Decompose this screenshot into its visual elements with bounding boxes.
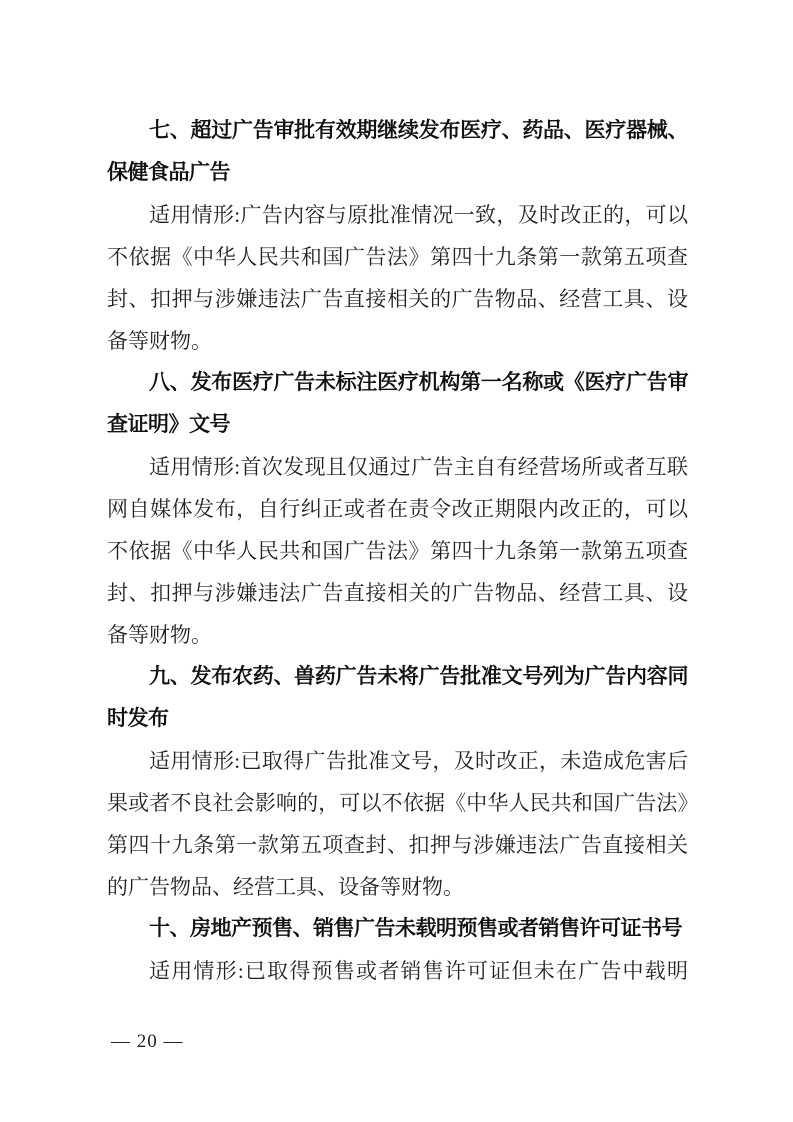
- section-7-body: 适用情形:广告内容与原批准情况一致，及时改正的，可以不依据《中华人民共和国广告法》第四十九条第一款第五项查封、扣押与涉嫌违法广告直接相关的广告物品、经营工具、设备等财物。: [107, 203, 688, 353]
- section-8-body: 适用情形:首次发现且仅通过广告主自有经营场所或者互联网自媒体发布，自行纠正或者在责令改正期限内改正的，可以不依据《中华人民共和国广告法》第四十九条第一款第五项查封、扣押与涉嫌违法广告直接相关的广告物品、经营工具、设备等财物。: [107, 455, 688, 647]
- section-7-heading: 七、超过广告审批有效期继续发布医疗、药品、医疗器械、保健食品广告: [107, 119, 688, 184]
- page-number: [111, 1030, 184, 1054]
- section-8: [107, 362, 688, 656]
- section-10: [107, 908, 688, 992]
- page-number-text: — 20 —: [111, 1031, 184, 1052]
- section-7: [107, 110, 688, 362]
- section-9: [107, 656, 688, 908]
- section-9-heading: 九、发布农药、兽药广告未将广告批准文号列为广告内容同时发布: [107, 665, 688, 730]
- page-content: [107, 110, 688, 992]
- section-9-body: 适用情形:已取得广告批准文号，及时改正，未造成危害后果或者不良社会影响的，可以不依据《中华人民共和国广告法》第四十九条第一款第五项查封、扣押与涉嫌违法广告直接相关的广告物品、经营工具、设备等财物。: [107, 749, 688, 899]
- section-10-heading: 十、房地产预售、销售广告未载明预售或者销售许可证书号: [149, 917, 682, 940]
- section-8-heading: 八、发布医疗广告未标注医疗机构第一名称或《医疗广告审查证明》文号: [107, 371, 688, 436]
- section-10-body: 适用情形:已取得预售或者销售许可证但未在广告中载明: [149, 959, 688, 983]
